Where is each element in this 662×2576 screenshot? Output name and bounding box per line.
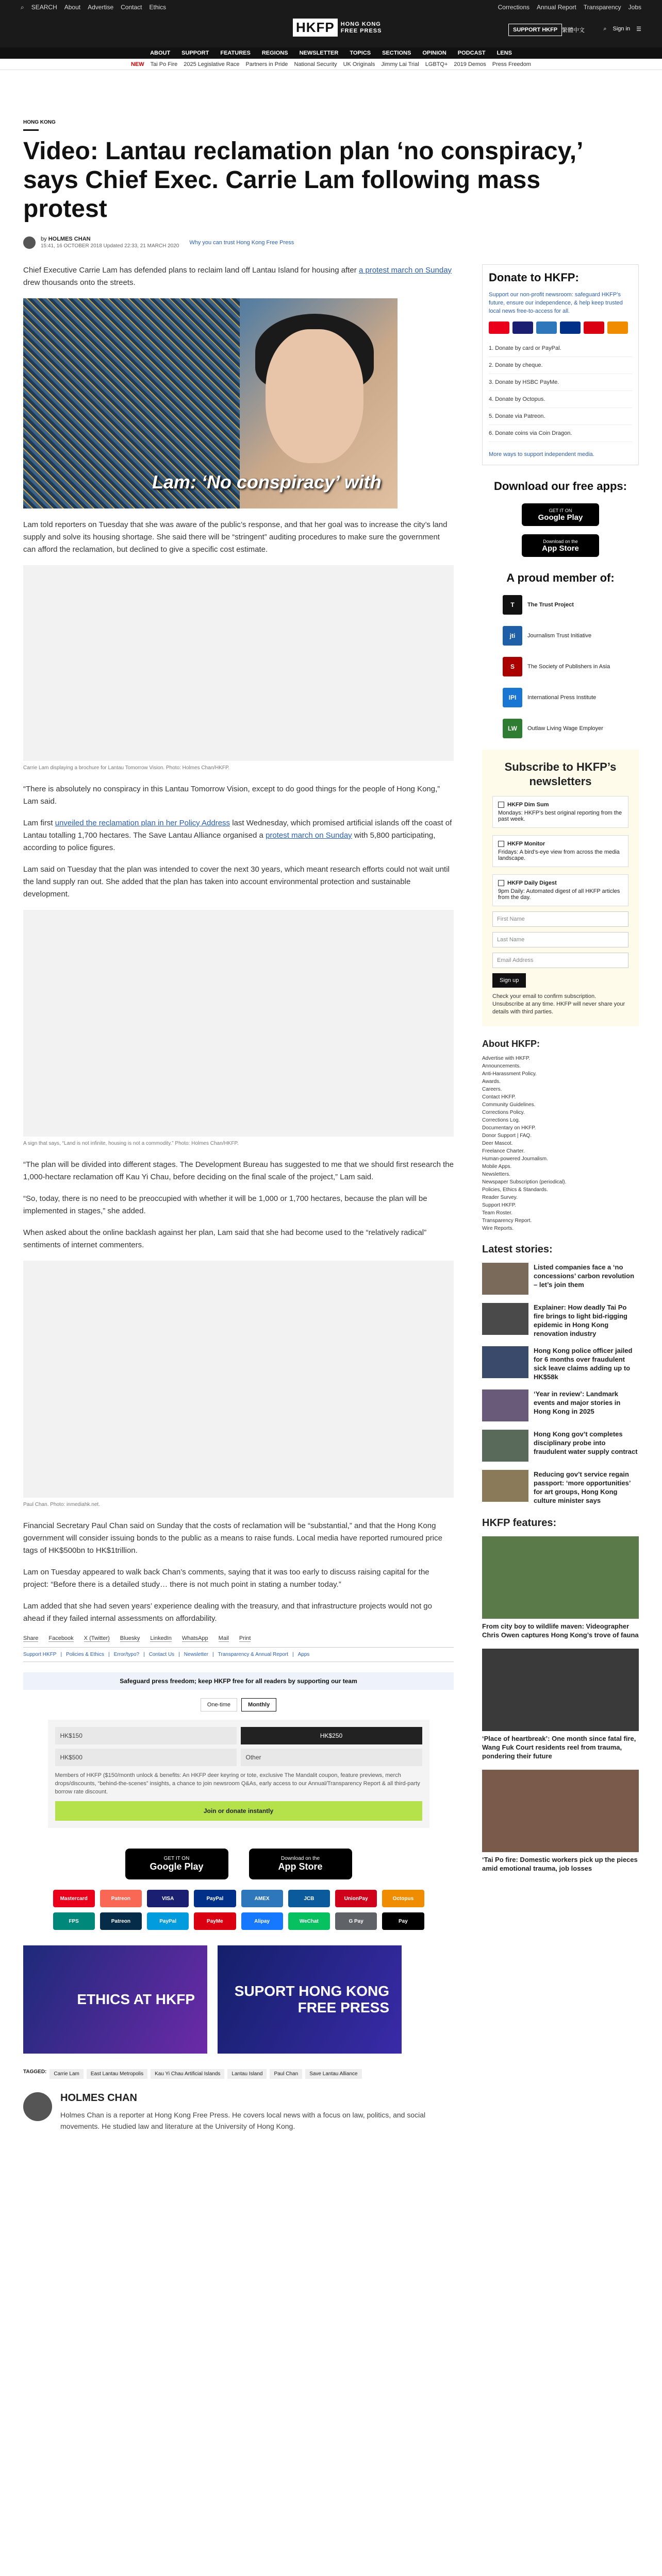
amount-option[interactable]: HK$150 (55, 1727, 237, 1744)
member-org[interactable]: T The Trust Project (503, 595, 639, 615)
checkbox[interactable] (498, 880, 504, 886)
donate-option[interactable]: 5. Donate via Patreon. (489, 408, 632, 425)
about-link[interactable]: Corrections Policy. (482, 1110, 525, 1116)
trending-link[interactable]: LGBTQ+ (425, 61, 448, 67)
article-header (23, 120, 639, 249)
share-facebook[interactable]: Facebook (48, 1635, 74, 1641)
story-thumbnail (482, 1303, 528, 1335)
story-thumbnail (482, 1263, 528, 1295)
photo-caption: Paul Chan. Photo: inmediahk.net. (23, 1502, 100, 1507)
patreon-icon[interactable]: Patreon (100, 1912, 142, 1930)
donate-option[interactable]: 6. Donate coins via Coin Dragon. (489, 425, 632, 442)
menu-icon[interactable]: ☰ (636, 26, 641, 32)
donate-frequency-tabs (23, 1698, 454, 1711)
paragraph: Lam added that she had seven years’ experience dealing with the treasury, and that infrastructure projects would not go ahead if they failed internal assessments on affordability. (23, 1602, 432, 1623)
avatar[interactable] (23, 236, 36, 249)
octopus-icon[interactable]: Octopus (382, 1890, 424, 1907)
visa-icon (512, 321, 533, 334)
sidebar (482, 264, 639, 1882)
app-buttons (23, 1849, 454, 1879)
about-link[interactable]: Support HKFP. (482, 1202, 516, 1209)
nav-topics[interactable]: TOPICS (350, 50, 371, 56)
nav-opinion[interactable]: OPINION (422, 50, 446, 56)
newsletter-option[interactable]: HKFP Daily Digest 9pm Daily: Automated digest of all HKFP articles from the day. (492, 874, 628, 906)
paragraph: Lam on Tuesday appeared to walk back Chan’s comments, saying that it was too early to discuss raising capital for the project: “Before there is a detailed study… there is not much point in stating a number today.” (23, 1568, 429, 1589)
story-thumbnail (482, 1430, 528, 1462)
donate-option[interactable]: 1. Donate by card or PayPal. (489, 340, 632, 357)
divider (23, 129, 39, 131)
apps-link[interactable]: Apps (297, 1652, 310, 1657)
app-store-button[interactable]: Download on the App Store (522, 534, 599, 557)
mastercard-icon (489, 321, 509, 334)
share-print[interactable]: Print (239, 1635, 251, 1641)
article-photo[interactable] (23, 910, 454, 1137)
tag[interactable]: Lantau Island (227, 2069, 267, 2079)
page-title: Video: Lantau reclamation plan ‘no conspiracy,’ says Chief Exec. Carrie Lam following mass protest (23, 138, 582, 223)
email-field[interactable]: Email Address (492, 953, 628, 968)
donate-widget (482, 264, 639, 465)
member-title: A proud member of: (506, 571, 615, 584)
paragraph: When asked about the online backlash against her plan, Lam said that she had become used to the “relatively radical” sentiments of internet commenters. (23, 1228, 427, 1249)
donate-form (48, 1720, 429, 1828)
annual-report-link[interactable]: Annual Report (537, 4, 576, 11)
feature-image (482, 1770, 639, 1852)
language-switch[interactable]: 繁體中文 (562, 27, 585, 33)
photo-caption: A sign that says, “Land is not infinite, housing is not a commodity.” Photo: Holmes Chan/HKFP. (23, 1141, 239, 1146)
about-link[interactable]: Anti-Harassment Policy. (482, 1071, 537, 1077)
article-photo[interactable] (23, 1261, 454, 1498)
story-item[interactable]: Hong Kong gov’t completes disciplinary probe into fraudulent water supply contract (482, 1430, 639, 1462)
protest-link[interactable]: a protest march on Sunday (358, 266, 452, 275)
donate-option[interactable]: 4. Donate by Octopus. (489, 391, 632, 408)
gpay-icon[interactable]: G Pay (335, 1912, 377, 1930)
tag[interactable]: Carrie Lam (49, 2069, 83, 2079)
payme-icon (584, 321, 604, 334)
alipay-icon[interactable]: Alipay (241, 1912, 283, 1930)
newsletter-note: Check your email to confirm subscription. Unsubscribe at any time. HKFP will never share your details with third parties. (492, 993, 625, 1015)
search-icon[interactable]: ⌕ (21, 3, 24, 11)
about-link[interactable]: Corrections Log. (482, 1117, 520, 1124)
trending-link[interactable]: National Security (294, 61, 337, 67)
about-link[interactable]: Documentary on HKFP. (482, 1125, 536, 1131)
share-bluesky[interactable]: Bluesky (120, 1635, 140, 1641)
newsletter-option[interactable]: HKFP Dim Sum Mondays: HKFP’s best original reporting from the past week. (492, 796, 628, 828)
about-link[interactable]: Reader Survey. (482, 1195, 518, 1201)
nav-about[interactable]: ABOUT (150, 50, 171, 56)
apps-title: Download our free apps: (494, 480, 627, 493)
about-link[interactable]: Wire Reports. (482, 1226, 514, 1232)
nav-support[interactable]: SUPPORT (181, 50, 209, 56)
member-org[interactable]: LW Outlaw Living Wage Employer (503, 719, 639, 738)
paragraph: Lam first unveiled the reclamation plan in her Policy Address last Wednesday, which promised artificial islands off the coast of Lantau totalling 1,700 hectares. The Save Lantau Alliance organised a protest march on Sunday with 5,800 participating, according to police figures. (23, 819, 452, 852)
newsletter-signup (482, 750, 639, 1026)
trending-link[interactable]: UK Originals (343, 61, 375, 67)
nav-lens[interactable]: LENS (496, 50, 512, 56)
fps-icon[interactable]: FPS (53, 1912, 95, 1930)
author-description: Holmes Chan is a reporter at Hong Kong Free Press. He covers local news with a focus on law, politics, and social movements. He studied law and literature at the University of Hong Kong. (60, 2111, 426, 2130)
article-body (23, 264, 454, 2132)
trending-link[interactable]: Partners in Pride (245, 61, 288, 67)
support-link[interactable]: Support HKFP (23, 1652, 57, 1657)
about-title: About HKFP: (482, 1039, 540, 1049)
about-link[interactable]: Deer Mascot. (482, 1141, 513, 1147)
logo-mark: HKFP (293, 19, 338, 37)
share-bar (23, 1635, 454, 1642)
search-icon[interactable]: ⌕ (603, 26, 607, 32)
latest-title: Latest stories: (482, 1244, 553, 1256)
paypal-icon (560, 321, 581, 334)
membership-description: Members of HKFP ($150/month unlock & benefits: An HKFP deer keyring or tote, exclusive The Mandalit coupon, feature previews, merch drops/discounts, “behind-the-scenes” insights, a chance to join newsroom Q&As, early access to our Annual/Transparency Report & all third-party borrow rate discount. (55, 1772, 420, 1795)
feature-image (482, 1536, 639, 1619)
section-kicker[interactable]: HONG KONG (23, 120, 56, 125)
ethics-banner[interactable]: ETHICS AT HKFP (23, 1945, 207, 2054)
newsletter-link[interactable]: Newsletter (184, 1652, 209, 1657)
donate-text[interactable]: Support our non-profit newsroom: safeguard HKFP’s future, ensure our independence, & help keep trusted local news free-to-access for all. (489, 292, 623, 314)
new-badge: NEW (131, 61, 144, 67)
signin-link[interactable]: Sign in (613, 26, 631, 32)
about-link[interactable]: Newsletters. (482, 1172, 511, 1178)
about-link[interactable]: About (64, 4, 81, 11)
about-link[interactable]: Transparency Report. (482, 1218, 532, 1224)
avatar[interactable] (23, 2092, 52, 2121)
mastercard-icon[interactable]: Mastercard (53, 1890, 95, 1907)
octopus-icon (607, 321, 628, 334)
nav-regions[interactable]: REGIONS (261, 50, 288, 56)
trending-link[interactable]: 2019 Demos (454, 61, 486, 67)
paragraph: “There is absolutely no conspiracy in this Lantau Tomorrow Vision, except to do good things for the people of Hong Kong,” Lam said. (23, 785, 440, 806)
paypal-icon[interactable]: PayPal (194, 1890, 236, 1907)
visa-icon[interactable]: VISA (147, 1890, 189, 1907)
wechat-icon[interactable]: WeChat (288, 1912, 330, 1930)
video-player[interactable] (23, 298, 398, 509)
promo-banners (23, 1945, 454, 2054)
google-play-button[interactable]: GET IT ON Google Play (125, 1849, 228, 1879)
tag[interactable]: Kau Yi Chau Artificial Islands (151, 2069, 224, 2079)
transparency-link[interactable]: Transparency (583, 4, 621, 11)
about-link[interactable]: Donor Support | FAQ. (482, 1133, 532, 1139)
trending-link[interactable]: Tai Po Fire (150, 61, 178, 67)
about-link[interactable]: Announcements. (482, 1063, 521, 1070)
main-nav (0, 47, 662, 59)
tag[interactable]: Save Lantau Alliance (305, 2069, 361, 2079)
trending-link[interactable]: Jimmy Lai Trial (381, 61, 419, 67)
story-thumbnail (482, 1470, 528, 1502)
app-store-button[interactable]: Download on the App Store (249, 1849, 352, 1879)
photo-caption: Carrie Lam displaying a brochure for Lantau Tomorrow Vision. Photo: Holmes Chan/HKFP. (23, 765, 230, 771)
about-link[interactable]: Team Roster. (482, 1210, 512, 1216)
policies-link[interactable]: Policies & Ethics (66, 1652, 105, 1657)
corrections-link[interactable]: Corrections (498, 4, 529, 11)
amex-icon[interactable]: AMEX (241, 1890, 283, 1907)
tab-monthly[interactable]: Monthly (241, 1698, 276, 1711)
nav-podcast[interactable]: PODCAST (457, 50, 486, 56)
share-whatsapp[interactable]: WhatsApp (181, 1635, 208, 1641)
applepay-icon[interactable]: Pay (382, 1912, 424, 1930)
newsletter-title: Subscribe to HKFP’s newsletters (504, 760, 617, 788)
paragraph: “The plan will be divided into different stages. The Development Bureau has suggested to me that we should first research the 1,000-hectare reclamation off Kau Yi Chau, before deciding on the final scale of the project,” Lam said. (23, 1160, 454, 1181)
story-item[interactable]: Reducing gov’t service regain passport: ‘more opportunities’ for art groups, Hong Kong culture minister says (482, 1470, 639, 1505)
author-bio (23, 2092, 454, 2132)
story-item[interactable]: Explainer: How deadly Tai Po fire brings to light bid-rigging epidemic in Hong Kong renovation industry (482, 1303, 639, 1338)
article-photo[interactable] (23, 565, 454, 761)
about-link[interactable]: Freelance Charter. (482, 1148, 525, 1155)
story-item[interactable]: Hong Kong police officer jailed for 6 months over fraudulent sick leave claims adding up to HK$58k (482, 1346, 639, 1381)
support-banner[interactable]: SUPORT HONG KONG FREE PRESS (218, 1945, 402, 2054)
tag[interactable]: Paul Chan (270, 2069, 302, 2079)
share-mail[interactable]: Mail (218, 1635, 229, 1641)
join-button[interactable]: Join or donate instantly (55, 1801, 422, 1821)
site-header (0, 14, 662, 47)
jti-icon: jti (503, 626, 522, 646)
more-ways-link[interactable]: More ways to support independent media. (489, 451, 594, 457)
nav-newsletter[interactable]: NEWSLETTER (299, 50, 339, 56)
paragraph: Lam told reporters on Tuesday that she was aware of the public’s response, and that her goal was to increase the city’s land supply and solve its housing shortage. She said there will be “stringent” auditing procedures to make sure the government can afford the reclamation, but declined to give a specific cost estimate. (23, 520, 448, 554)
donate-title: Donate to HKFP: (489, 271, 579, 284)
story-thumbnail (482, 1389, 528, 1421)
about-link[interactable]: Mobile Apps. (482, 1164, 512, 1170)
about-widget (482, 1039, 639, 1231)
feature-item[interactable]: From city boy to wildlife maven: Videographer Chris Owen captures Hong Kong’s trove of fauna (482, 1536, 639, 1639)
payme-icon[interactable]: PayMe (194, 1912, 236, 1930)
tag[interactable]: East Lantau Metropolis (87, 2069, 147, 2079)
utility-bar (0, 0, 662, 14)
tags-label: TAGGED: (23, 2069, 47, 2075)
share-label: Share (23, 1635, 39, 1641)
amount-other[interactable]: Other (241, 1749, 422, 1766)
support-button[interactable]: SUPPORT HKFP (508, 24, 562, 36)
tag-list (23, 2069, 454, 2079)
patreon-icon[interactable]: Patreon (100, 1890, 142, 1907)
contact-link[interactable]: Contact Us (148, 1652, 175, 1657)
search-link[interactable]: SEARCH (31, 4, 57, 11)
about-link[interactable]: Human-powered Journalism. (482, 1156, 548, 1162)
unionpay-icon[interactable]: UnionPay (335, 1890, 377, 1907)
donate-banner: Safeguard press freedom; keep HKFP free for all readers by supporting our team (23, 1672, 454, 1690)
paragraph: Lam said on Tuesday that the plan was intended to cover the next 30 years, which meant research efforts could not wait until the land supply ran out. She added that the plan has taken into account environmental protection and sustainable development. (23, 865, 450, 899)
contact-link[interactable]: Contact (121, 4, 142, 11)
trending-link[interactable]: 2025 Legislative Race (184, 61, 240, 67)
trust-project-icon: T (503, 595, 522, 615)
feature-item[interactable]: ‘Place of heartbreak’: One month since fatal fire, Wang Fuk Court residents reel from trauma, pondering their future (482, 1649, 639, 1760)
paragraph: Financial Secretary Paul Chan said on Sunday that the costs of reclamation will be “substantial,” and that the Hong Kong government will consider issuing bonds to the public as a means to raise funds. Local media have reported rumoured price tags of HK$500bn to HK$1trillion. (23, 1521, 442, 1555)
nav-sections[interactable]: SECTIONS (382, 50, 411, 56)
about-link[interactable]: Careers. (482, 1087, 502, 1093)
trust-link[interactable]: Why you can trust Hong Kong Free Press (189, 239, 294, 246)
story-thumbnail (482, 1346, 528, 1378)
last-name-field[interactable]: Last Name (492, 932, 628, 947)
amount-option[interactable]: HK$500 (55, 1749, 237, 1766)
donate-option[interactable]: 2. Donate by cheque. (489, 357, 632, 374)
share-linkedin[interactable]: LinkedIn (150, 1635, 172, 1641)
about-link[interactable]: Newspaper Subscription (periodical). (482, 1179, 567, 1185)
author-name[interactable]: HOLMES CHAN (60, 2092, 137, 2104)
by-label: by (41, 236, 47, 242)
latest-stories (482, 1244, 639, 1505)
error-link[interactable]: Error/typo? (113, 1652, 140, 1657)
about-link[interactable]: Advertise with HKFP. (482, 1056, 531, 1062)
ipi-icon: IPI (503, 688, 522, 707)
payment-icons (489, 321, 632, 334)
trending-link[interactable]: Press Freedom (492, 61, 531, 67)
story-item[interactable]: ‘Year in review’: Landmark events and major stories in Hong Kong in 2025 (482, 1389, 639, 1421)
paypal-icon[interactable]: PayPal (147, 1912, 189, 1930)
amex-icon (536, 321, 557, 334)
advertise-link[interactable]: Advertise (88, 4, 114, 11)
transparency-link[interactable]: Transparency & Annual Report (218, 1652, 289, 1657)
protest-march-link[interactable]: protest march on Sunday (266, 831, 352, 840)
living-wage-icon: LW (503, 719, 522, 738)
newsletter-option[interactable]: HKFP Monitor Fridays: A bird’s-eye view from across the media landscape. (492, 835, 628, 867)
author-link[interactable]: HOLMES CHAN (48, 236, 91, 242)
google-play-button[interactable]: GET IT ON Google Play (522, 503, 599, 526)
member-org[interactable]: jti Journalism Trust Initiative (503, 626, 639, 646)
content (23, 264, 639, 2576)
byline (23, 236, 639, 249)
article-footer-links: Support HKFP | Policies & Ethics | Error/typo? | Contact Us | Newsletter | Transparency & Annual Report | Apps (23, 1647, 454, 1662)
dateline: 15:41, 16 OCTOBER 2018 Updated 22:33, 21 MARCH 2020 (41, 243, 179, 249)
member-org[interactable]: S The Society of Publishers in Asia (503, 657, 639, 676)
share-x[interactable]: X (Twitter) (84, 1635, 110, 1641)
video-caption: Lam: ‘No conspiracy’ with (152, 471, 382, 493)
checkbox[interactable] (498, 841, 504, 847)
jcb-icon[interactable]: JCB (288, 1890, 330, 1907)
logo-line1: HONG KONG (340, 21, 381, 27)
amount-option-selected[interactable]: HK$250 (241, 1727, 422, 1744)
about-link[interactable]: Policies, Ethics & Standards. (482, 1187, 548, 1193)
story-item[interactable]: Listed companies face a ‘no concessions’ carbon revolution – let’s join them (482, 1263, 639, 1295)
checkbox[interactable] (498, 802, 504, 808)
tab-one-time[interactable]: One-time (201, 1698, 237, 1711)
ethics-link[interactable]: Ethics (149, 4, 167, 11)
feature-image (482, 1649, 639, 1731)
logo-line2: FREE PRESS (340, 27, 382, 34)
member-org[interactable]: IPI International Press Institute (503, 688, 639, 707)
payment-methods (53, 1890, 424, 1930)
about-link[interactable]: Contact HKFP. (482, 1094, 516, 1100)
trending-nav (0, 59, 662, 70)
site-logo[interactable] (293, 19, 382, 37)
nav-features[interactable]: FEATURES (220, 50, 251, 56)
hkfp-features (482, 1517, 639, 1873)
paragraph: “So, today, there is no need to be preoccupied with whether it will be 1,000 or 1,700 hectares, because the plan will be implemented in stages,” she added. (23, 1194, 427, 1215)
jobs-link[interactable]: Jobs (628, 4, 641, 11)
paragraph: Chief Executive Carrie Lam has defended plans to reclaim land off Lantau Island for housing after a protest march on Sunday drew thousands onto the streets. (23, 266, 452, 287)
sopa-icon: S (503, 657, 522, 676)
about-link[interactable]: Awards. (482, 1079, 501, 1085)
feature-item[interactable]: ‘Tai Po fire: Domestic workers pick up the pieces amid emotional trauma, job losses (482, 1770, 639, 1873)
features-title: HKFP features: (482, 1517, 557, 1529)
about-link[interactable]: Community Guidelines. (482, 1102, 536, 1108)
policy-address-link[interactable]: unveiled the reclamation plan in her Policy Address (55, 819, 230, 827)
donate-option[interactable]: 3. Donate by HSBC PayMe. (489, 374, 632, 391)
first-name-field[interactable]: First Name (492, 911, 628, 927)
signup-button[interactable]: Sign up (492, 973, 526, 988)
